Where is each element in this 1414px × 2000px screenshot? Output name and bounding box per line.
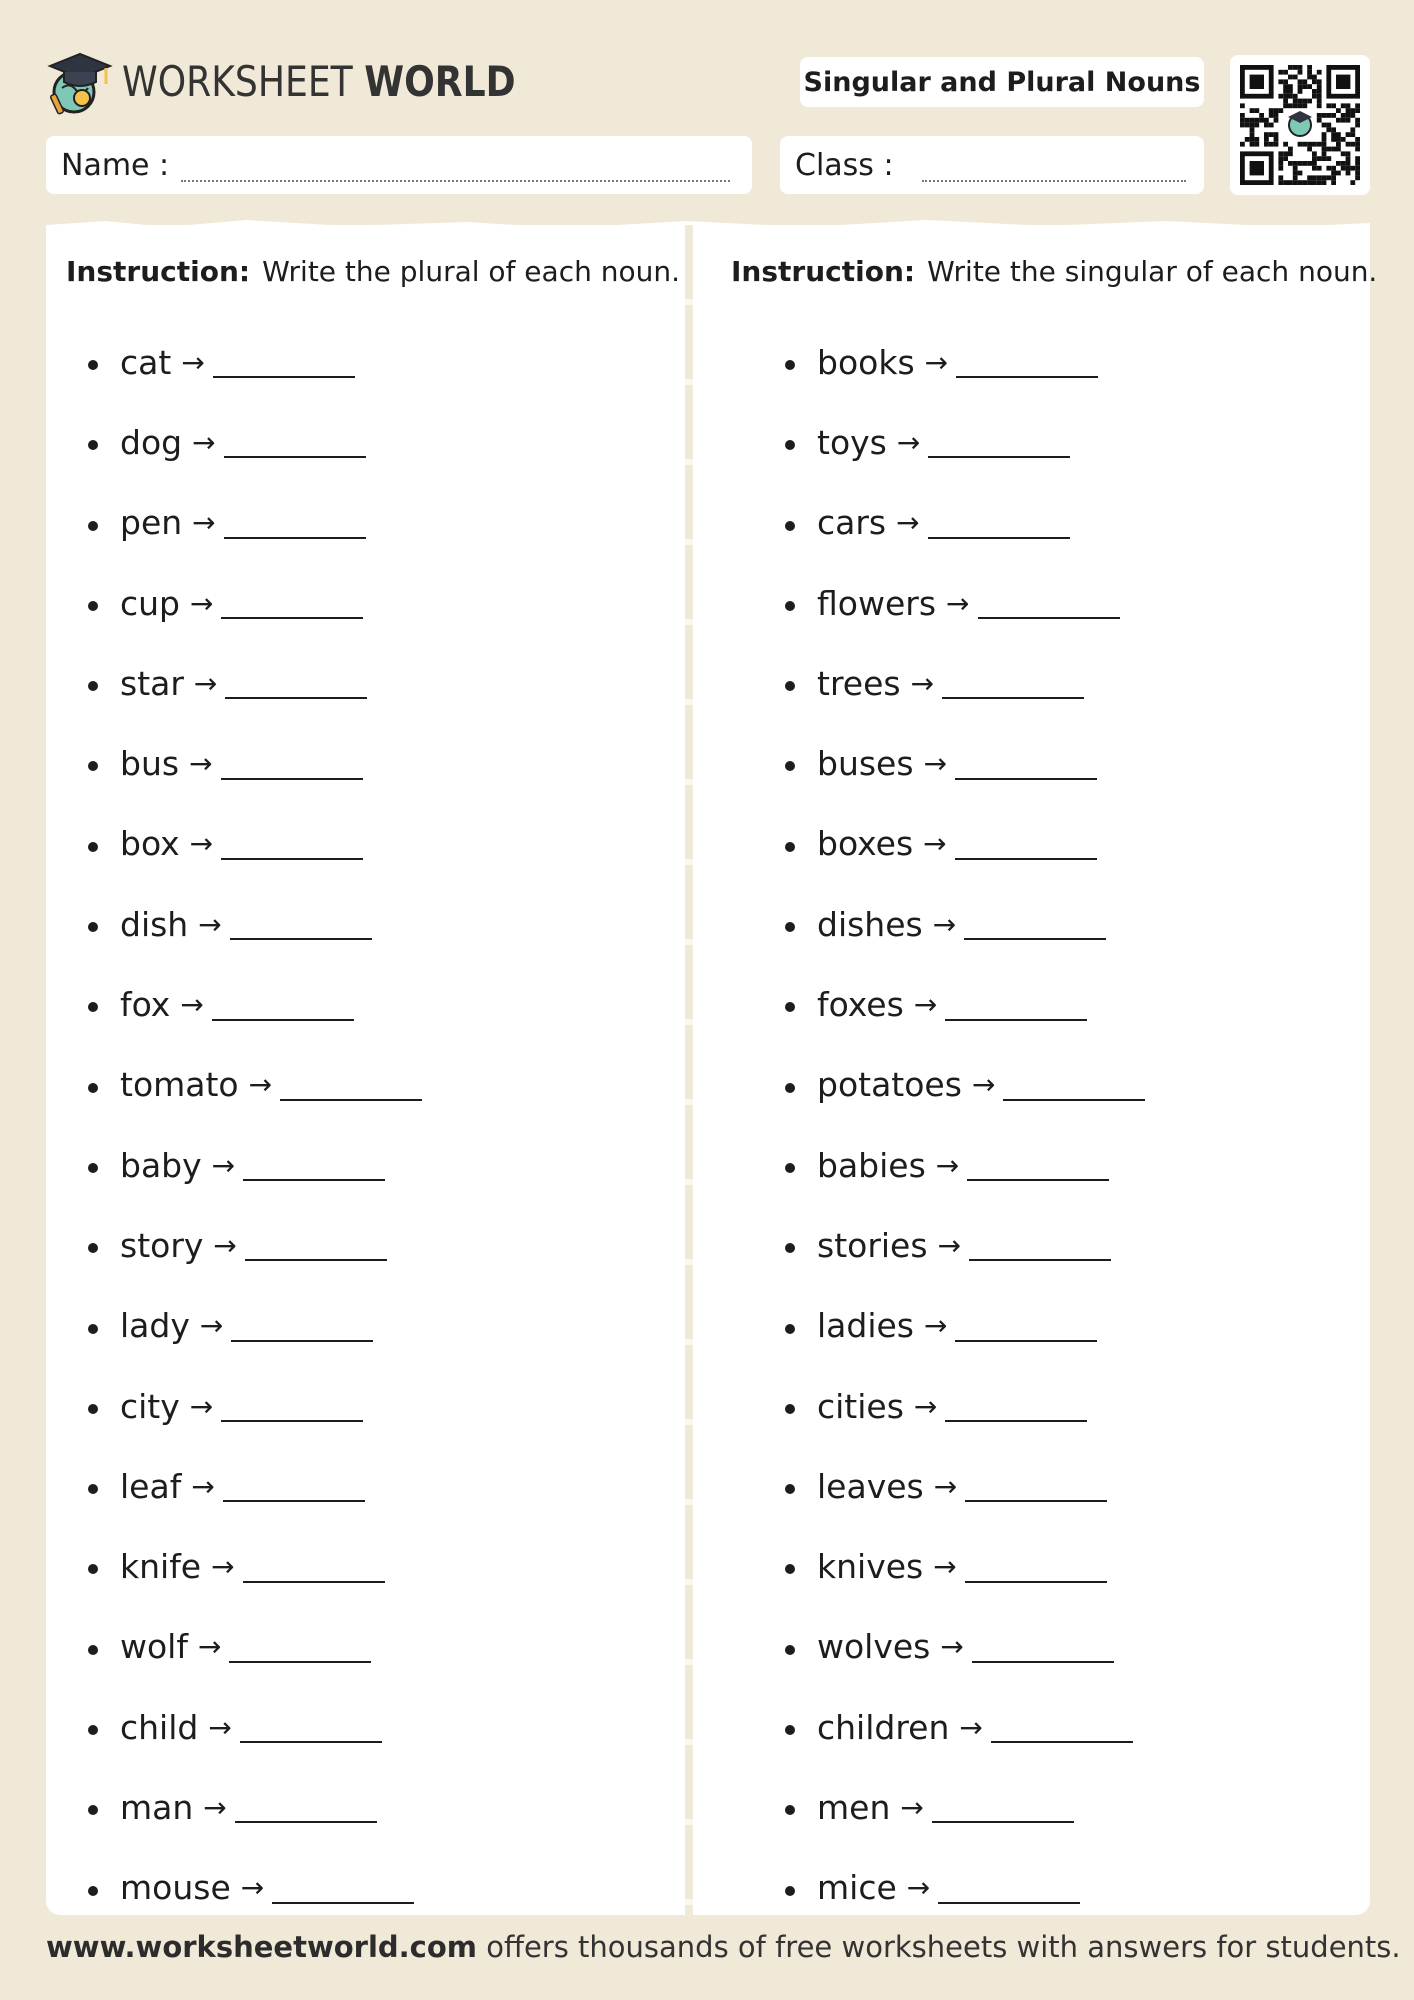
arrow-icon: → [191, 1469, 215, 1503]
arrow-icon: → [906, 1871, 931, 1905]
arrow-icon: → [192, 425, 216, 459]
list-item [817, 563, 1145, 643]
answer-blank[interactable] [964, 908, 1106, 940]
list-item [120, 1446, 422, 1526]
worksheet-panel [46, 225, 1378, 1915]
answer-blank[interactable] [243, 1551, 385, 1583]
noun-word: potatoes [817, 1065, 962, 1105]
list-item [817, 1366, 1145, 1446]
noun-word: lady [120, 1306, 190, 1346]
answer-blank[interactable] [240, 1711, 382, 1743]
noun-word: books [817, 342, 915, 382]
answer-blank[interactable] [978, 587, 1120, 619]
noun-word: cup [120, 583, 181, 623]
arrow-icon: → [192, 506, 216, 540]
list-item [120, 884, 422, 964]
list-item [120, 402, 422, 482]
torn-edge [46, 217, 1370, 239]
noun-word: man [120, 1787, 194, 1827]
list-item [817, 804, 1145, 884]
answer-blank[interactable] [223, 1470, 365, 1502]
answer-blank[interactable] [245, 1229, 387, 1261]
answer-blank[interactable] [221, 587, 363, 619]
answer-blank[interactable] [229, 1631, 371, 1663]
arrow-icon: → [923, 827, 947, 861]
noun-word: leaves [817, 1466, 924, 1506]
arrow-icon: → [923, 747, 948, 781]
name-field[interactable] [46, 136, 752, 194]
brand-logo [44, 44, 580, 118]
arrow-icon: → [203, 1790, 227, 1824]
answer-blank[interactable] [945, 1390, 1087, 1422]
list-item [120, 1366, 422, 1446]
answer-blank[interactable] [955, 1310, 1097, 1342]
column-divider [685, 225, 693, 1915]
list-item [120, 1205, 422, 1285]
plural-list [120, 322, 422, 1928]
answer-blank[interactable] [991, 1711, 1133, 1743]
arrow-icon: → [946, 586, 970, 620]
arrow-icon: → [959, 1710, 983, 1744]
list-item [120, 804, 422, 884]
noun-word: star [120, 663, 184, 703]
answer-blank[interactable] [965, 1470, 1107, 1502]
list-item [817, 1607, 1145, 1687]
noun-word: men [817, 1787, 891, 1827]
arrow-icon: → [193, 666, 218, 700]
noun-word: boxes [817, 824, 914, 864]
answer-blank[interactable] [955, 748, 1097, 780]
noun-word: bus [120, 744, 180, 784]
list-item [817, 1125, 1145, 1205]
arrow-icon: → [896, 506, 920, 540]
noun-word: babies [817, 1145, 926, 1185]
arrow-icon: → [198, 907, 222, 941]
plural-instruction [66, 255, 680, 288]
noun-word: dishes [817, 904, 923, 944]
class-line[interactable] [922, 180, 1186, 182]
list-item [120, 964, 422, 1044]
arrow-icon: → [913, 988, 938, 1022]
arrow-icon: → [971, 1068, 996, 1102]
noun-word: flowers [817, 583, 937, 623]
singular-list [817, 322, 1145, 1928]
noun-word: tomato [120, 1065, 239, 1105]
answer-blank[interactable] [235, 1791, 377, 1823]
answer-blank[interactable] [231, 1310, 373, 1342]
list-item [817, 723, 1145, 803]
arrow-icon: → [940, 1630, 964, 1664]
answer-blank[interactable] [224, 426, 366, 458]
list-item [817, 1446, 1145, 1526]
noun-word: knives [817, 1547, 924, 1587]
answer-blank[interactable] [221, 1390, 363, 1422]
list-item [120, 1767, 422, 1847]
list-item [817, 322, 1145, 402]
arrow-icon: → [924, 345, 949, 379]
singular-instruction [731, 255, 1377, 288]
arrow-icon: → [933, 1469, 958, 1503]
list-item [120, 643, 422, 723]
arrow-icon: → [248, 1068, 273, 1102]
arrow-icon: → [190, 586, 214, 620]
arrow-icon: → [924, 1309, 948, 1343]
singular-instruction-label: Instruction: [731, 255, 916, 288]
noun-word: toys [817, 422, 887, 462]
topic-title: Singular and Plural Nouns [800, 57, 1204, 107]
noun-word: mouse [120, 1868, 231, 1908]
answer-blank[interactable] [928, 507, 1070, 539]
answer-blank[interactable] [1003, 1069, 1145, 1101]
list-item [817, 1687, 1145, 1767]
noun-word: knife [120, 1547, 202, 1587]
list-item [120, 1526, 422, 1606]
list-item [817, 1526, 1145, 1606]
list-item [817, 1767, 1145, 1847]
noun-word: leaf [120, 1466, 182, 1506]
answer-blank[interactable] [969, 1229, 1111, 1261]
arrow-icon: → [900, 1790, 924, 1824]
plural-instruction-label: Instruction: [66, 255, 251, 288]
arrow-icon: → [937, 1228, 962, 1262]
brand-light: WORKSHEET [122, 56, 353, 106]
answer-blank[interactable] [280, 1069, 422, 1101]
arrow-icon: → [199, 1309, 224, 1343]
list-item [120, 563, 422, 643]
list-item [817, 1045, 1145, 1125]
list-item [817, 1205, 1145, 1285]
answer-blank[interactable] [221, 828, 363, 860]
arrow-icon: → [181, 345, 205, 379]
noun-word: dog [120, 422, 183, 462]
arrow-icon: → [189, 747, 213, 781]
answer-blank[interactable] [972, 1631, 1114, 1663]
noun-word: wolf [120, 1627, 188, 1667]
list-item [120, 723, 422, 803]
noun-word: wolves [817, 1627, 931, 1667]
arrow-icon: → [180, 988, 204, 1022]
answer-blank[interactable] [212, 989, 354, 1021]
graduation-cap-globe-icon [44, 44, 114, 118]
noun-word: dish [120, 904, 189, 944]
arrow-icon: → [913, 1389, 938, 1423]
arrow-icon: → [932, 907, 957, 941]
noun-word: mice [817, 1868, 897, 1908]
arrow-icon: → [240, 1871, 265, 1905]
plural-instruction-text: Write the plural of each noun. [262, 255, 681, 288]
noun-word: box [120, 824, 180, 864]
noun-word: baby [120, 1145, 202, 1185]
noun-word: story [120, 1225, 204, 1265]
singular-instruction-text: Write the singular of each noun. [927, 255, 1378, 288]
answer-blank[interactable] [224, 507, 366, 539]
qr-code [1230, 55, 1370, 195]
answer-blank[interactable] [956, 346, 1098, 378]
answer-blank[interactable] [938, 1872, 1080, 1904]
qr-code-icon [1240, 65, 1360, 185]
class-field[interactable] [780, 136, 1204, 194]
arrow-icon: → [211, 1148, 236, 1182]
answer-blank[interactable] [928, 426, 1070, 458]
list-item [120, 1286, 422, 1366]
answer-blank[interactable] [213, 346, 355, 378]
brand-bold: WORLD [364, 56, 516, 106]
noun-word: cars [817, 503, 887, 543]
list-item [120, 1045, 422, 1125]
noun-word: buses [817, 744, 914, 784]
class-label: Class : [795, 147, 894, 183]
noun-word: trees [817, 663, 901, 703]
answer-blank[interactable] [945, 989, 1087, 1021]
answer-blank[interactable] [243, 1149, 385, 1181]
answer-blank[interactable] [932, 1791, 1074, 1823]
noun-word: foxes [817, 985, 904, 1025]
arrow-icon: → [208, 1710, 232, 1744]
arrow-icon: → [213, 1228, 237, 1262]
list-item [817, 1286, 1145, 1366]
list-item [120, 1848, 422, 1928]
list-item [120, 1687, 422, 1767]
list-item [120, 1607, 422, 1687]
arrow-icon: → [910, 666, 935, 700]
name-label: Name : [61, 147, 170, 183]
footer-site: www.worksheetworld.com [46, 1930, 478, 1964]
answer-blank[interactable] [955, 828, 1097, 860]
arrow-icon: → [211, 1550, 235, 1584]
answer-blank[interactable] [272, 1872, 414, 1904]
answer-blank[interactable] [230, 908, 372, 940]
answer-blank[interactable] [942, 667, 1084, 699]
arrow-icon: → [896, 425, 921, 459]
list-item [817, 402, 1145, 482]
name-line[interactable] [181, 180, 730, 182]
noun-word: city [120, 1386, 180, 1426]
list-item [817, 483, 1145, 563]
noun-word: pen [120, 503, 183, 543]
answer-blank[interactable] [221, 748, 363, 780]
answer-blank[interactable] [965, 1551, 1107, 1583]
arrow-icon: → [189, 1389, 214, 1423]
list-item [817, 884, 1145, 964]
footer-text: offers thousands of free worksheets with answers for students. [477, 1930, 1401, 1964]
brand-name [122, 57, 516, 106]
arrow-icon: → [189, 827, 214, 861]
noun-word: fox [120, 985, 171, 1025]
noun-word: stories [817, 1225, 928, 1265]
footer [46, 1930, 1401, 1964]
list-item [120, 483, 422, 563]
arrow-icon: → [933, 1550, 957, 1584]
noun-word: child [120, 1707, 199, 1747]
list-item [120, 322, 422, 402]
list-item [817, 643, 1145, 723]
answer-blank[interactable] [967, 1149, 1109, 1181]
arrow-icon: → [935, 1148, 960, 1182]
noun-word: ladies [817, 1306, 915, 1346]
list-item [817, 1848, 1145, 1928]
arrow-icon: → [197, 1630, 222, 1664]
noun-word: cities [817, 1386, 904, 1426]
list-item [817, 964, 1145, 1044]
list-item [120, 1125, 422, 1205]
answer-blank[interactable] [225, 667, 367, 699]
noun-word: cat [120, 342, 172, 382]
noun-word: children [817, 1707, 950, 1747]
